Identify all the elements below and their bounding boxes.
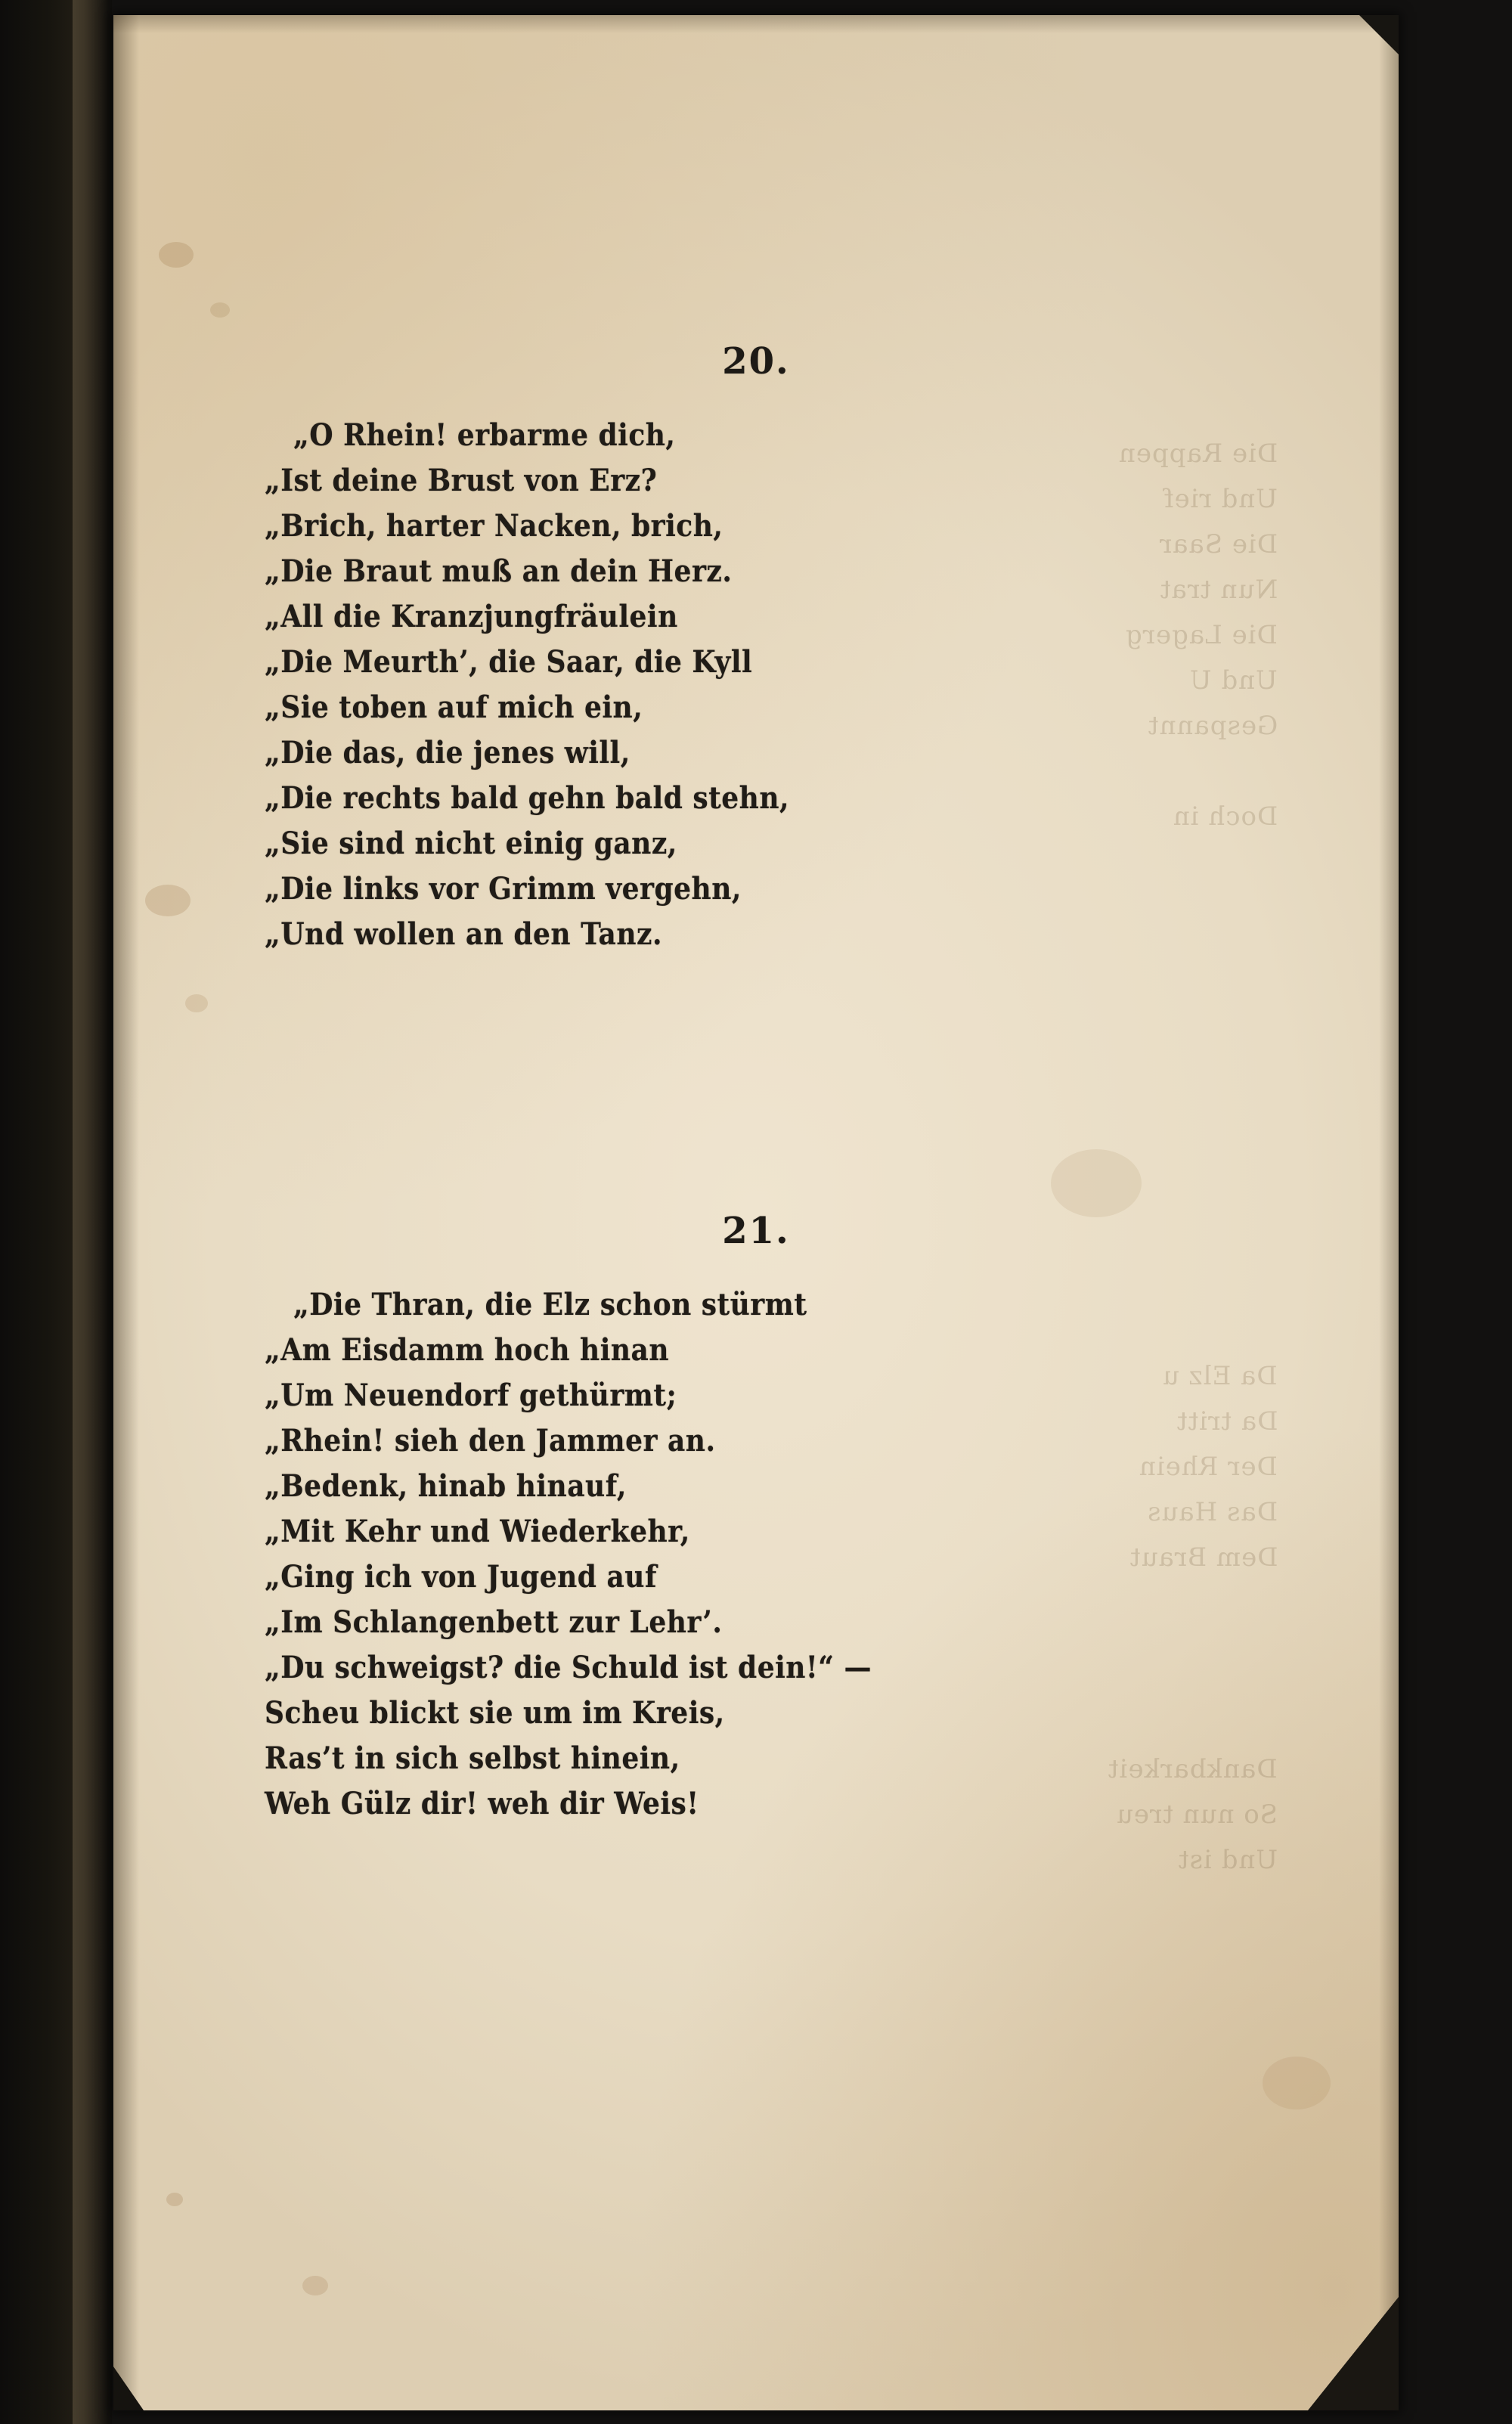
stanza-number: 21. (722, 1210, 790, 1252)
verse-line: „Ging ich von Jugend auf (265, 1559, 657, 1595)
bleed-through-text: Die Lagerg (1125, 620, 1278, 650)
age-spot (166, 2193, 183, 2206)
page-corner-bottom-left (113, 2367, 144, 2410)
verse-line: „Die Meurth’, die Saar, die Kyll (265, 644, 753, 680)
age-spot (185, 994, 208, 1012)
page-corner-bottom-right (1308, 2297, 1399, 2410)
verse-line: „Um Neuendorf gethürmt; (265, 1378, 677, 1413)
verse-line: „Die links vor Grimm vergehn, (265, 871, 742, 907)
bleed-through-text: Doch in (1172, 801, 1278, 832)
gutter-sheen (73, 0, 107, 2424)
bleed-through-text: Und ist (1177, 1845, 1278, 1875)
age-spot (145, 885, 191, 916)
bleed-through-text: Der Rhein (1139, 1452, 1278, 1482)
bleed-through-text: Da tritt (1176, 1406, 1278, 1437)
verse-line: „Bedenk, hinab hinauf, (265, 1468, 627, 1504)
bleed-through-text: Und rief (1163, 484, 1278, 514)
bleed-through-text: Die Saar (1158, 529, 1278, 560)
stanza-block-20 (265, 340, 1247, 957)
age-spot (302, 2276, 328, 2295)
verse-line: „Mit Kehr und Wiederkehr, (265, 1514, 690, 1549)
verse-line: „O Rhein! erbarme dich, (293, 417, 676, 453)
page-edge-shadow-top (113, 15, 1399, 33)
verse-line: „Sie sind nicht einig ganz, (265, 826, 677, 861)
verse-line: Scheu blickt sie um im Kreis, (265, 1695, 725, 1731)
verse-line: „Du schweigst? die Schuld ist dein!“ — (265, 1650, 872, 1685)
stanza-block-21 (265, 1210, 1247, 1827)
bleed-through-text: Dankbarkeit (1108, 1754, 1278, 1784)
verse-line: „Ist deine Brust von Erz? (265, 463, 658, 498)
page-edge-shadow-left (113, 15, 139, 2410)
bleed-through-text: Und U (1189, 665, 1278, 696)
page-corner-top-right (1359, 15, 1399, 54)
bleed-through-text: Gespannt (1147, 711, 1278, 741)
bleed-through-text: Die Rappen (1117, 439, 1278, 469)
verse-line: „All die Kranzjungfräulein (265, 599, 678, 634)
verse-line: „Und wollen an den Tanz. (265, 916, 662, 952)
bleed-through-text: Das Haus (1146, 1497, 1278, 1527)
page-edge-shadow-right (1379, 15, 1399, 2410)
verse-line: „Die Braut muß an dein Herz. (265, 553, 733, 589)
age-spot (1051, 1149, 1142, 1217)
bleed-through-text: So nun treu (1115, 1799, 1278, 1830)
stanza-lines (265, 413, 1247, 957)
verse-line: „Brich, harter Nacken, brich, (265, 508, 723, 544)
verse-line: „Am Eisdamm hoch hinan (265, 1332, 670, 1368)
verse-line: Weh Gülz dir! weh dir Weis! (265, 1786, 699, 1821)
bleed-through-text: Dem Braut (1129, 1542, 1278, 1573)
book-binding-gutter (0, 0, 112, 2424)
age-spot (159, 242, 194, 268)
verse-line: „Rhein! sieh den Jammer an. (265, 1423, 716, 1458)
verse-line: „Die Thran, die Elz schon stürmt (293, 1287, 807, 1322)
stanza-lines (265, 1282, 1247, 1827)
stanza-number: 20. (722, 340, 790, 383)
verse-line: „Im Schlangenbett zur Lehr’. (265, 1604, 723, 1640)
verse-line: „Die das, die jenes will, (265, 735, 631, 770)
verse-line: „Die rechts bald gehn bald stehn, (265, 780, 790, 816)
age-spot (1263, 2057, 1331, 2109)
verse-line: Ras’t in sich selbst hinein, (265, 1741, 680, 1776)
bleed-through-text: Da Elz u (1162, 1361, 1278, 1391)
age-spot (210, 302, 230, 318)
book-page (113, 15, 1399, 2410)
verse-line: „Sie toben auf mich ein, (265, 690, 643, 725)
bleed-through-text: Nun trat (1159, 575, 1278, 605)
